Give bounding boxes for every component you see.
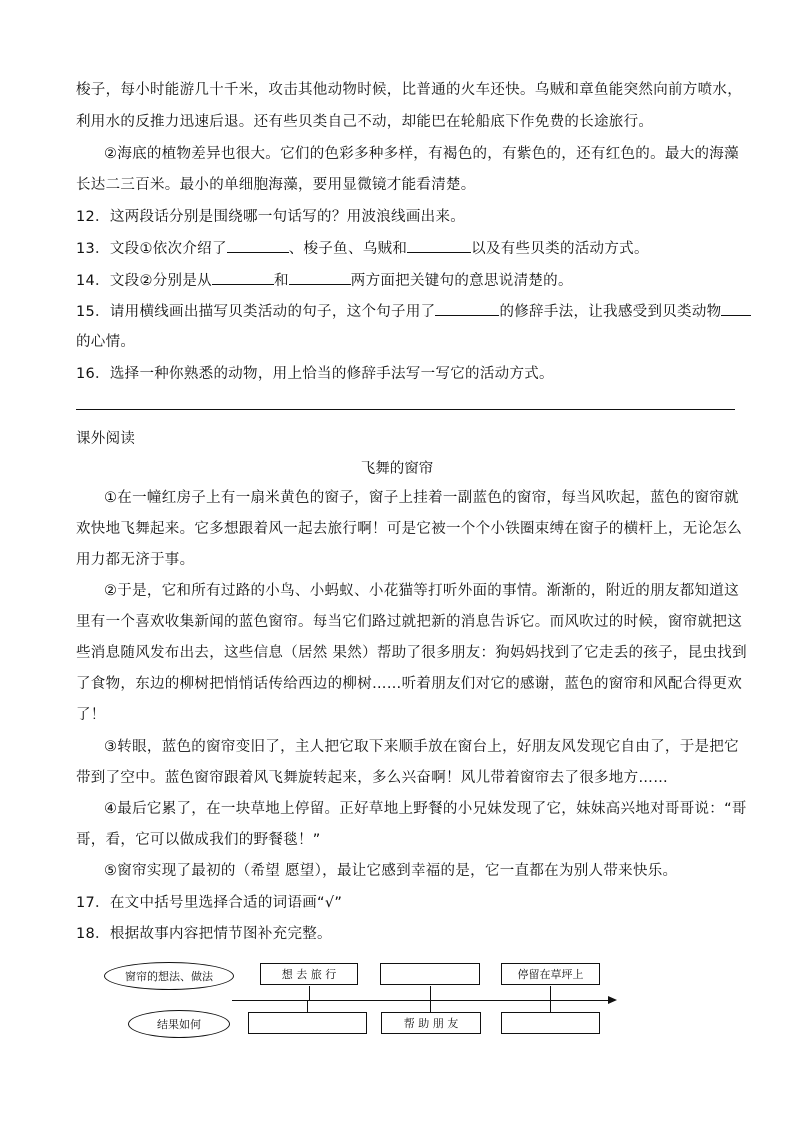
question-15-text: 15．请用横线画出描写贝类活动的句子，这个句子用了 [76, 304, 436, 320]
story-line: 些消息随风发布出去，这些信息（居然 果然）帮助了很多朋友：狗妈妈找到了它走丢的孩子，昆虫找到 [76, 645, 747, 661]
question-14 [76, 270, 573, 291]
story-line: 用力都无济于事。 [76, 552, 195, 568]
connector [550, 1000, 551, 1012]
answer-blank[interactable] [289, 270, 351, 285]
passage-line: 梭子，每小时能游几十千米，攻击其他动物时候，比普通的火车还快。乌贼和章鱼能突然向前方喷水， [76, 82, 742, 98]
diagram-label-text: 结果如何 [157, 1018, 201, 1031]
question-13-text: 以及有些贝类的活动方式。 [471, 241, 649, 257]
diagram-label-ideas [104, 962, 234, 990]
connector [309, 986, 310, 1000]
story-line: ②于是，它和所有过路的小鸟、小蚂蚁、小花猫等打听外面的事情。渐渐的，附近的朋友都知道这 [104, 583, 739, 599]
question-15 [76, 301, 751, 322]
answer-blank[interactable] [721, 301, 751, 316]
divider-line [76, 409, 735, 410]
diagram-label-results [128, 1010, 230, 1038]
story-line: ④最后它累了，在一块草地上停留。正好草地上野餐的小兄妹发现了它，妹妹高兴地对哥哥说：“哥 [104, 801, 747, 817]
question-15-cont: 的心情。 [76, 334, 136, 350]
plot-box-text: 停留在草坪上 [517, 968, 584, 981]
question-13-text: 、梭子鱼、乌贼和 [288, 241, 408, 257]
answer-blank[interactable] [227, 238, 289, 253]
story-title: 飞舞的窗帘 [360, 461, 434, 477]
arrowhead [608, 996, 617, 1004]
story-line: ①在一幢红房子上有一扇米黄色的窗子，窗子上挂着一副蓝色的窗帘，每当风吹起，蓝色的窗帘就 [104, 490, 739, 506]
question-18: 18．根据故事内容把情节图补充完整。 [76, 926, 332, 942]
question-13-text: 13．文段①依次介绍了 [76, 241, 227, 257]
plot-box-bottom-2[interactable] [381, 1012, 481, 1034]
question-14-text: 和 [273, 273, 289, 289]
plot-box-top-3[interactable] [501, 963, 600, 985]
plot-box-text: 帮 助 朋 友 [403, 1017, 459, 1030]
plot-box-top-1[interactable] [260, 963, 358, 985]
story-line: 带到了空中。蓝色窗帘跟着风飞舞旋转起来，多么兴奋啊！风儿带着窗帘去了很多地方…… [76, 770, 668, 786]
question-17: 17．在文中括号里选择合适的词语画“√” [76, 895, 343, 911]
question-15-text: 的修辞手法，让我感受到贝类动物 [499, 304, 722, 320]
story-line: 里有一个喜欢收集新闻的蓝色窗帘。每当它们路过就把新的消息告诉它。而风吹过的时候，窗帘就把这 [76, 614, 742, 630]
story-line: 欢快地飞舞起来。它多想跟着风一起去旅行啊！可是它被一个个小铁圈束缚在窗子的横杆上，无论怎么 [76, 521, 742, 537]
connector [430, 1000, 431, 1012]
plot-box-text: 想 去 旅 行 [281, 968, 337, 981]
connector [307, 1000, 308, 1012]
answer-blank[interactable] [212, 270, 274, 285]
question-16: 16．选择一种你熟悉的动物，用上恰当的修辞手法写一写它的活动方式。 [76, 366, 554, 382]
story-line: 哥，看，它可以做成我们的野餐毯！” [76, 832, 321, 848]
connector [430, 986, 431, 1000]
story-line: 了食物，东边的柳树把悄悄话传给西边的柳树……听着朋友们对它的感谢，蓝色的窗帘和风配合得更欢 [76, 676, 742, 692]
passage-line: ②海底的植物差异也很大。它们的色彩多种多样，有褐色的，有紫色的，还有红色的。最大的海藻 [104, 146, 739, 162]
plot-box-bottom-3[interactable] [501, 1012, 600, 1034]
section-label: 课外阅读 [76, 431, 136, 447]
passage-line: 利用水的反推力迅速后退。还有些贝类自己不动，却能巴在轮船底下作免费的长途旅行。 [76, 114, 654, 130]
question-14-text: 14．文段②分别是从 [76, 273, 212, 289]
timeline-arrow [232, 1000, 612, 1001]
question-12: 12．这两段话分别是围绕哪一句话写的？用波浪线画出来。 [76, 209, 466, 225]
answer-blank[interactable] [407, 238, 471, 253]
story-line: ⑤窗帘实现了最初的（希望 愿望），最让它感到幸福的是，它一直都在为别人带来快乐。 [104, 863, 678, 879]
question-14-text: 两方面把关键句的意思说清楚的。 [350, 273, 573, 289]
plot-box-top-2[interactable] [380, 963, 480, 985]
connector [550, 986, 551, 1000]
story-line: ③转眼，蓝色的窗帘变旧了，主人把它取下来顺手放在窗台上，好朋友风发现它自由了，于是把它 [104, 739, 739, 755]
plot-box-bottom-1[interactable] [248, 1012, 367, 1034]
passage-line: 长达二三百米。最小的单细胞海藻，要用显微镜才能看清楚。 [76, 177, 476, 193]
answer-blank[interactable] [435, 301, 499, 316]
story-line: 了！ [76, 707, 106, 723]
question-13 [76, 238, 649, 259]
diagram-label-text: 窗帘的想法、做法 [125, 970, 213, 983]
